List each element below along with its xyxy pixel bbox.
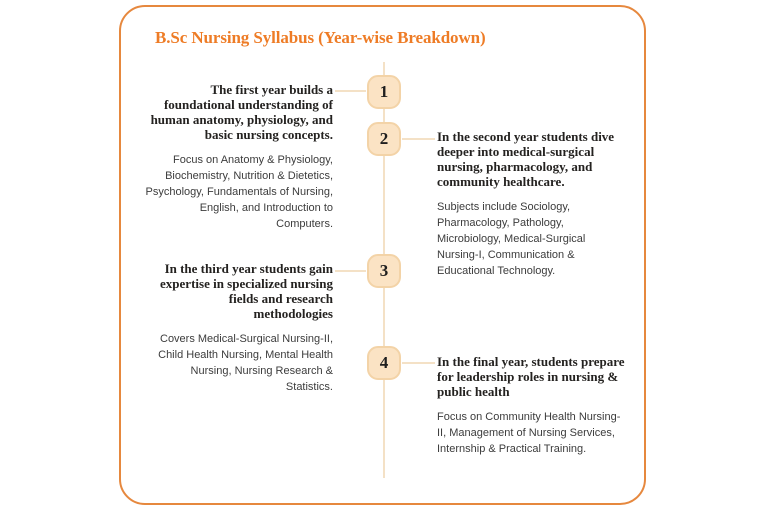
timeline-badge-2 xyxy=(367,122,401,156)
item-2-body: Subjects include Sociology, Pharmacology, Pathology, Microbiology, Medical-Surgical Nursing-I, Communication & Educational Technology. xyxy=(437,201,586,277)
badge-number-4: 4 xyxy=(379,353,389,372)
badge-number-3: 3 xyxy=(379,261,389,280)
timeline-badge-1 xyxy=(367,75,401,109)
timeline-connector-3 xyxy=(335,270,366,272)
item-3-heading: In the third year students gain expertise in specialized nursing fields and research methodologies xyxy=(160,261,333,321)
item-1-body: Focus on Anatomy & Physiology, Biochemistry, Nutrition & Dietetics, Psychology, Fundamentals of Nursing, English, and Introduction to Computers. xyxy=(145,154,333,230)
page-title: B.Sc Nursing Syllabus (Year-wise Breakdown) xyxy=(155,28,486,47)
timeline-connector-1 xyxy=(335,90,366,92)
item-4-body: Focus on Community Health Nursing-II, Management of Nursing Services, Internship & Practical Training. xyxy=(437,411,621,455)
timeline-item-year-3 xyxy=(151,261,333,395)
timeline-item-year-2 xyxy=(437,129,632,279)
timeline-item-year-4 xyxy=(437,354,635,457)
badge-number-1: 1 xyxy=(379,82,389,101)
item-1-heading: The first year builds a foundational understanding of human anatomy, physiology, and basic nursing concepts. xyxy=(150,82,333,142)
item-4-heading: In the final year, students prepare for leadership roles in nursing & public health xyxy=(437,354,625,399)
timeline-item-year-1 xyxy=(143,82,333,232)
badge-number-2: 2 xyxy=(379,129,389,148)
timeline-connector-2 xyxy=(402,138,435,140)
timeline-badge-3 xyxy=(367,254,401,288)
item-2-heading: In the second year students dive deeper into medical-surgical nursing, pharmacology, and community healthcare. xyxy=(437,129,615,189)
syllabus-card xyxy=(119,5,646,505)
item-3-body: Covers Medical-Surgical Nursing-II, Child Health Nursing, Mental Health Nursing, Nursing Research & Statistics. xyxy=(158,333,333,393)
timeline-connector-4 xyxy=(402,362,435,364)
timeline-badge-4 xyxy=(367,346,401,380)
